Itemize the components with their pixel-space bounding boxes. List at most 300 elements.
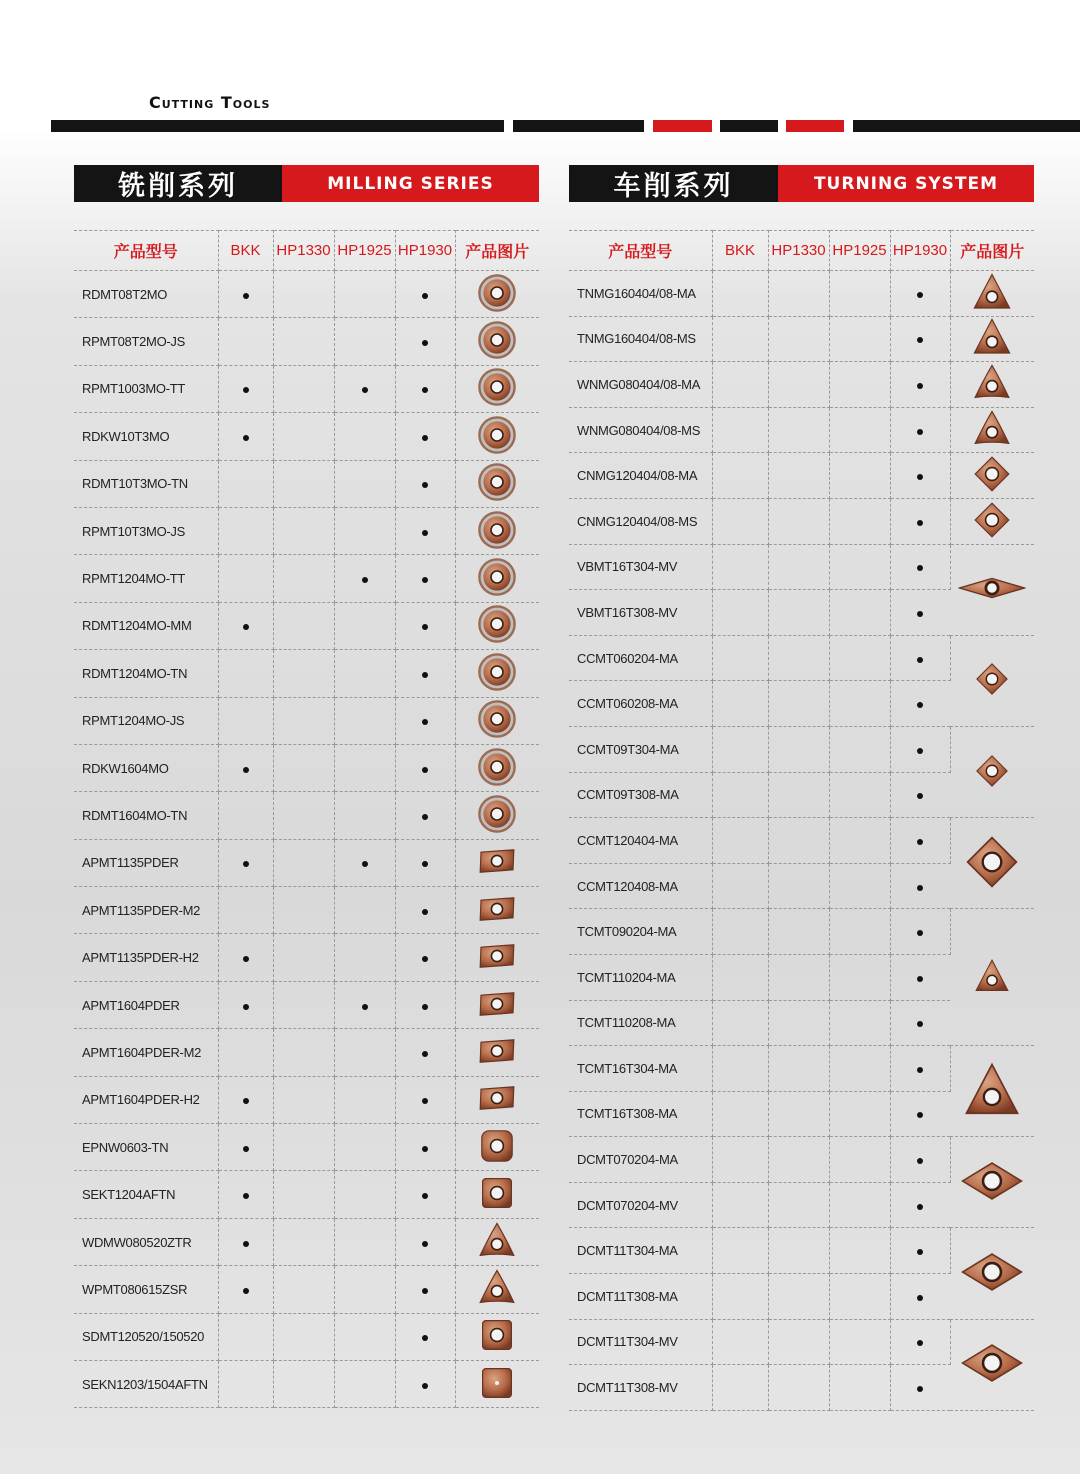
- model-cell: [74, 1171, 218, 1218]
- bkk-cell: [712, 818, 768, 864]
- bkk-cell: [218, 1124, 273, 1171]
- model-name: CCMT060208-MA: [577, 696, 678, 712]
- availability-dot: [422, 909, 428, 915]
- bkk-cell: [712, 453, 768, 499]
- availability-dot: [917, 976, 923, 982]
- round-insert-icon: [477, 557, 517, 600]
- model-name: TCMT110204-MA: [577, 969, 676, 985]
- image-cell: [455, 555, 539, 602]
- image-cell: [455, 602, 539, 649]
- model-name: APMT1135PDER: [82, 855, 179, 871]
- milling-title-cn: 铣削系列: [74, 165, 282, 202]
- hp1930-cell: [395, 1266, 455, 1313]
- round-insert-icon: [477, 604, 517, 647]
- hp1925-cell: [829, 863, 890, 909]
- image-cell: [455, 1171, 539, 1218]
- hp1930-cell: [890, 271, 950, 317]
- availability-dot: [917, 1067, 923, 1073]
- hp1330-cell: [768, 909, 829, 955]
- hp1930-cell: [890, 498, 950, 544]
- image-cell: [455, 413, 539, 460]
- hp1925-cell: [334, 318, 395, 365]
- model-name: RDMT1204MO-MM: [82, 618, 192, 634]
- hp1930-cell: [890, 1091, 950, 1137]
- hp1330-cell: [768, 1000, 829, 1046]
- model-cell: [569, 362, 712, 408]
- model-name: SDMT120520/150520: [82, 1329, 205, 1345]
- image-cell: [455, 1076, 539, 1123]
- hp1930-cell: [890, 453, 950, 499]
- table-row: [569, 1046, 1034, 1092]
- image-cell: [950, 544, 1034, 635]
- trigon-insert-icon: [477, 1221, 517, 1264]
- col-bkk: BKK: [218, 231, 273, 271]
- model-cell: [74, 934, 218, 981]
- hp1925-cell: [334, 1171, 395, 1218]
- square-small-hole-insert-icon: [477, 1363, 517, 1406]
- table-row: [74, 555, 539, 602]
- image-cell: [950, 362, 1034, 408]
- hp1330-cell: [768, 1274, 829, 1320]
- hp1930-cell: [395, 413, 455, 460]
- availability-dot: [422, 435, 428, 441]
- model-name: EPNW0603-TN: [82, 1139, 169, 1155]
- image-cell: [950, 453, 1034, 499]
- bkk-cell: [712, 954, 768, 1000]
- model-name: APMT1604PDER-H2: [82, 1092, 200, 1108]
- model-cell: [569, 1228, 712, 1274]
- divider-bar-1: [51, 120, 504, 132]
- hp1330-cell: [768, 681, 829, 727]
- round-insert-icon: [477, 794, 517, 837]
- model-cell: [569, 407, 712, 453]
- availability-dot: [917, 1386, 923, 1392]
- availability-dot: [917, 657, 923, 663]
- hp1925-cell: [334, 1029, 395, 1076]
- hp1925-cell: [334, 650, 395, 697]
- table-row: [74, 981, 539, 1028]
- availability-dot: [422, 1241, 428, 1247]
- availability-dot: [917, 702, 923, 708]
- table-row: [569, 1319, 1034, 1365]
- model-name: DCMT11T308-MA: [577, 1288, 678, 1304]
- image-cell: [950, 909, 1034, 1046]
- trigon-insert-icon: [477, 1268, 517, 1311]
- parallelogram-insert-icon: [477, 1078, 517, 1121]
- image-cell: [455, 887, 539, 934]
- hp1925-cell: [334, 1313, 395, 1360]
- hp1330-cell: [768, 954, 829, 1000]
- image-cell: [455, 839, 539, 886]
- hp1930-cell: [890, 772, 950, 818]
- bkk-cell: [712, 590, 768, 636]
- image-cell: [455, 981, 539, 1028]
- table-row: [74, 365, 539, 412]
- table-row: [74, 318, 539, 365]
- hp1330-cell: [768, 271, 829, 317]
- hp1925-cell: [829, 635, 890, 681]
- hp1930-cell: [890, 1000, 950, 1046]
- hp1930-cell: [890, 544, 950, 590]
- hp1330-cell: [768, 590, 829, 636]
- hp1930-cell: [890, 407, 950, 453]
- hp1925-cell: [829, 1000, 890, 1046]
- hp1925-cell: [829, 407, 890, 453]
- model-cell: [74, 271, 218, 318]
- table-row: [74, 744, 539, 791]
- bkk-cell: [218, 271, 273, 318]
- availability-dot: [917, 292, 923, 298]
- image-cell: [950, 635, 1034, 726]
- col-image: 产品图片: [455, 231, 539, 271]
- table-row: [74, 1171, 539, 1218]
- bkk-cell: [712, 1319, 768, 1365]
- availability-dot: [243, 624, 249, 630]
- model-cell: [74, 1218, 218, 1265]
- image-cell: [950, 1046, 1034, 1137]
- model-cell: [569, 271, 712, 317]
- bkk-cell: [218, 650, 273, 697]
- hp1925-cell: [829, 271, 890, 317]
- hp1925-cell: [334, 1360, 395, 1407]
- availability-dot: [422, 387, 428, 393]
- table-row: [74, 507, 539, 554]
- hp1930-cell: [890, 1228, 950, 1274]
- table-row: [74, 460, 539, 507]
- hp1925-cell: [334, 1076, 395, 1123]
- hp1330-cell: [768, 1365, 829, 1411]
- hp1925-cell: [334, 1266, 395, 1313]
- milling-table: [74, 230, 539, 1408]
- bkk-cell: [218, 1029, 273, 1076]
- hp1330-cell: [768, 1319, 829, 1365]
- triangle-insert-icon: [972, 317, 1012, 360]
- rhombic-55-insert-icon: [960, 1149, 1024, 1216]
- bkk-cell: [218, 1076, 273, 1123]
- rhombic-55-insert-icon: [960, 1331, 1024, 1398]
- model-cell: [74, 981, 218, 1028]
- hp1330-cell: [273, 318, 334, 365]
- model-name: TCMT16T304-MA: [577, 1060, 678, 1076]
- divider-bar-5: [786, 120, 844, 132]
- hp1330-cell: [273, 1124, 334, 1171]
- bkk-cell: [712, 635, 768, 681]
- image-cell: [455, 792, 539, 839]
- hp1930-cell: [395, 507, 455, 554]
- image-cell: [455, 1360, 539, 1407]
- hp1925-cell: [334, 271, 395, 318]
- hp1930-cell: [395, 1218, 455, 1265]
- hp1925-cell: [334, 507, 395, 554]
- table-row: [74, 650, 539, 697]
- bkk-cell: [218, 413, 273, 460]
- hp1925-cell: [829, 681, 890, 727]
- col-hp1330: HP1330: [273, 231, 334, 271]
- model-cell: [74, 697, 218, 744]
- bkk-cell: [712, 544, 768, 590]
- model-name: RDKW1604MO: [82, 760, 169, 776]
- availability-dot: [917, 748, 923, 754]
- table-row: [74, 934, 539, 981]
- model-name: RDKW10T3MO: [82, 428, 170, 444]
- parallelogram-insert-icon: [477, 889, 517, 932]
- model-name: RDMT08T2MO: [82, 286, 168, 302]
- availability-dot: [917, 337, 923, 343]
- model-name: CCMT060204-MA: [577, 650, 678, 666]
- rhombic-80-small-insert-icon: [974, 753, 1010, 792]
- availability-dot: [422, 577, 428, 583]
- bkk-cell: [218, 697, 273, 744]
- hp1330-cell: [273, 555, 334, 602]
- table-row: [569, 726, 1034, 772]
- round-insert-icon: [477, 652, 517, 695]
- model-cell: [569, 590, 712, 636]
- hp1925-cell: [334, 1218, 395, 1265]
- availability-dot: [917, 793, 923, 799]
- hp1330-cell: [273, 271, 334, 318]
- model-cell: [74, 792, 218, 839]
- bkk-cell: [712, 316, 768, 362]
- turning-header: [569, 165, 1034, 202]
- image-cell: [950, 1319, 1034, 1410]
- model-cell: [74, 413, 218, 460]
- hp1925-cell: [829, 909, 890, 955]
- model-name: CNMG120404/08-MS: [577, 513, 698, 529]
- table-row: [569, 316, 1034, 362]
- table-row: [74, 1029, 539, 1076]
- bkk-cell: [712, 863, 768, 909]
- table-row: [74, 271, 539, 318]
- hp1925-cell: [829, 453, 890, 499]
- turning-table-header: [569, 231, 1034, 271]
- model-cell: [569, 498, 712, 544]
- image-cell: [950, 316, 1034, 362]
- hp1330-cell: [273, 1076, 334, 1123]
- table-row: [569, 544, 1034, 590]
- availability-dot: [422, 482, 428, 488]
- model-cell: [569, 726, 712, 772]
- hp1330-cell: [768, 726, 829, 772]
- model-name: APMT1135PDER-H2: [82, 950, 199, 966]
- image-cell: [950, 1228, 1034, 1319]
- availability-dot: [917, 1295, 923, 1301]
- hp1925-cell: [334, 839, 395, 886]
- availability-dot: [243, 387, 249, 393]
- availability-dot: [917, 1021, 923, 1027]
- availability-dot: [917, 1204, 923, 1210]
- col-hp1930: HP1930: [395, 231, 455, 271]
- rhombic-80-large-insert-icon: [963, 833, 1021, 894]
- turning-title-en: TURNING SYSTEM: [778, 165, 1034, 202]
- model-name: RPMT1204MO-JS: [82, 713, 185, 729]
- image-cell: [455, 744, 539, 791]
- availability-dot: [917, 885, 923, 891]
- image-cell: [455, 1218, 539, 1265]
- image-cell: [455, 1266, 539, 1313]
- hp1330-cell: [273, 744, 334, 791]
- model-name: CCMT09T308-MA: [577, 787, 679, 803]
- image-cell: [455, 507, 539, 554]
- model-name: WNMG080404/08-MA: [577, 376, 701, 392]
- image-cell: [455, 934, 539, 981]
- availability-dot: [422, 293, 428, 299]
- model-cell: [569, 544, 712, 590]
- availability-dot: [362, 387, 368, 393]
- hp1330-cell: [768, 772, 829, 818]
- bkk-cell: [712, 1091, 768, 1137]
- model-name: DCMT070204-MA: [577, 1152, 678, 1168]
- bkk-cell: [218, 460, 273, 507]
- round-insert-icon: [477, 415, 517, 458]
- model-cell: [569, 1319, 712, 1365]
- model-name: APMT1604PDER-M2: [82, 1044, 202, 1060]
- table-row: [74, 602, 539, 649]
- bkk-cell: [218, 1266, 273, 1313]
- hp1925-cell: [334, 413, 395, 460]
- hp1930-cell: [890, 590, 950, 636]
- milling-table-header: [74, 231, 539, 271]
- bkk-cell: [218, 507, 273, 554]
- image-cell: [950, 1137, 1034, 1228]
- trigon-insert-icon: [972, 363, 1012, 406]
- hp1930-cell: [890, 1274, 950, 1320]
- availability-dot: [422, 340, 428, 346]
- col-bkk: BKK: [712, 231, 768, 271]
- bkk-cell: [218, 744, 273, 791]
- table-row: [74, 792, 539, 839]
- hp1925-cell: [334, 602, 395, 649]
- model-name: CCMT120408-MA: [577, 878, 678, 894]
- availability-dot: [362, 577, 368, 583]
- hp1930-cell: [395, 1124, 455, 1171]
- model-cell: [569, 316, 712, 362]
- milling-title-en: MILLING SERIES: [282, 165, 539, 202]
- model-name: CNMG120404/08-MA: [577, 468, 698, 484]
- rhombic-80-small-insert-icon: [974, 661, 1010, 700]
- image-cell: [455, 1029, 539, 1076]
- triangle-small-insert-icon: [974, 958, 1010, 997]
- turning-title-cn: 车削系列: [569, 165, 778, 202]
- model-name: RPMT08T2MO-JS: [82, 334, 186, 350]
- model-cell: [74, 507, 218, 554]
- model-cell: [569, 1091, 712, 1137]
- hp1930-cell: [890, 316, 950, 362]
- hp1330-cell: [768, 818, 829, 864]
- availability-dot: [243, 1004, 249, 1010]
- bkk-cell: [218, 1360, 273, 1407]
- availability-dot: [422, 672, 428, 678]
- model-cell: [74, 1029, 218, 1076]
- image-cell: [455, 318, 539, 365]
- hp1330-cell: [273, 1218, 334, 1265]
- model-name: TNMG160404/08-MS: [577, 331, 696, 347]
- model-name: WPMT080615ZSR: [82, 1281, 188, 1297]
- bkk-cell: [218, 839, 273, 886]
- hp1930-cell: [395, 934, 455, 981]
- bkk-cell: [218, 602, 273, 649]
- model-name: SEKT1204AFTN: [82, 1187, 176, 1203]
- availability-dot: [422, 530, 428, 536]
- availability-dot: [243, 767, 249, 773]
- model-cell: [74, 1124, 218, 1171]
- col-hp1930: HP1930: [890, 231, 950, 271]
- availability-dot: [917, 383, 923, 389]
- table-row: [74, 839, 539, 886]
- hp1925-cell: [829, 498, 890, 544]
- availability-dot: [422, 767, 428, 773]
- availability-dot: [917, 474, 923, 480]
- hp1330-cell: [768, 1137, 829, 1183]
- table-row: [74, 1076, 539, 1123]
- hp1330-cell: [768, 863, 829, 909]
- hp1930-cell: [890, 635, 950, 681]
- availability-dot: [917, 930, 923, 936]
- model-cell: [569, 863, 712, 909]
- image-cell: [455, 650, 539, 697]
- availability-dot: [917, 1249, 923, 1255]
- round-insert-icon: [477, 320, 517, 363]
- hp1930-cell: [890, 1182, 950, 1228]
- model-name: VBMT16T304-MV: [577, 559, 678, 575]
- model-cell: [74, 1266, 218, 1313]
- hp1930-cell: [890, 863, 950, 909]
- hp1925-cell: [334, 460, 395, 507]
- model-name: APMT1135PDER-M2: [82, 902, 201, 918]
- hp1925-cell: [829, 362, 890, 408]
- table-row: [74, 1124, 539, 1171]
- image-cell: [455, 365, 539, 412]
- availability-dot: [243, 1193, 249, 1199]
- hp1930-cell: [890, 726, 950, 772]
- hp1925-cell: [334, 934, 395, 981]
- rhombic-80-insert-icon: [972, 500, 1012, 543]
- hp1925-cell: [334, 981, 395, 1028]
- hp1925-cell: [829, 1137, 890, 1183]
- availability-dot: [917, 520, 923, 526]
- model-name: CCMT09T304-MA: [577, 741, 679, 757]
- availability-dot: [917, 1112, 923, 1118]
- model-name: RPMT1003MO-TT: [82, 381, 186, 397]
- model-cell: [74, 460, 218, 507]
- hp1930-cell: [395, 792, 455, 839]
- divider-bar-2: [513, 120, 644, 132]
- bkk-cell: [712, 1182, 768, 1228]
- table-row: [74, 697, 539, 744]
- availability-dot: [243, 861, 249, 867]
- model-cell: [569, 635, 712, 681]
- bkk-cell: [218, 981, 273, 1028]
- model-name: TCMT16T308-MA: [577, 1106, 678, 1122]
- model-name: RDMT1604MO-TN: [82, 807, 188, 823]
- table-row: [569, 909, 1034, 955]
- hp1930-cell: [890, 1137, 950, 1183]
- hp1330-cell: [273, 413, 334, 460]
- triangle-large-insert-icon: [963, 1061, 1021, 1122]
- availability-dot: [243, 1288, 249, 1294]
- divider-bar-4: [720, 120, 778, 132]
- bkk-cell: [712, 1274, 768, 1320]
- hp1930-cell: [395, 650, 455, 697]
- hp1925-cell: [829, 316, 890, 362]
- square-insert-icon: [477, 1315, 517, 1358]
- bkk-cell: [712, 909, 768, 955]
- hp1330-cell: [273, 1313, 334, 1360]
- parallelogram-insert-icon: [477, 984, 517, 1027]
- image-cell: [455, 1124, 539, 1171]
- hp1925-cell: [334, 744, 395, 791]
- model-name: DCMT070204-MV: [577, 1197, 678, 1213]
- hp1925-cell: [829, 772, 890, 818]
